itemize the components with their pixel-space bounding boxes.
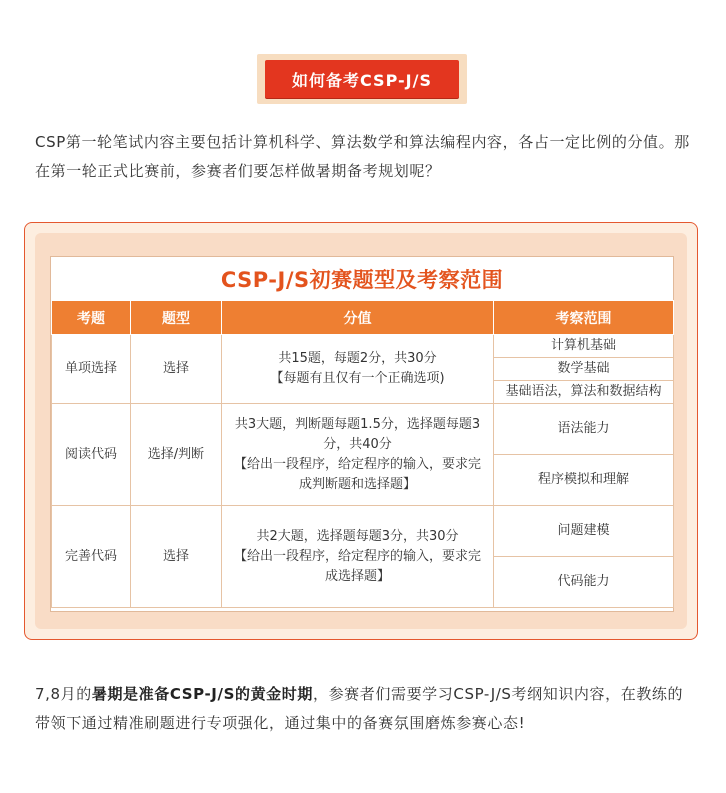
cell-score bbox=[222, 404, 494, 506]
cell-scope: 计算机基础 bbox=[494, 335, 674, 358]
outro-prefix: 7,8月的 bbox=[35, 685, 92, 703]
cell-type: 选择/判断 bbox=[131, 404, 222, 506]
exam-format-card bbox=[24, 222, 698, 640]
score-detail: 共2大题，选择题每题3分，共30分 bbox=[256, 528, 459, 544]
cell-score bbox=[222, 506, 494, 608]
outro-suffix: ，参赛者们需要学习CSP-J/S考纲知识内容，在教练的带领下通过精准刷题进行专项强化，通过集中的备赛氛围磨炼参赛心态! bbox=[35, 685, 684, 732]
table-title: CSP-J/S初赛题型及考察范围 bbox=[220, 267, 504, 292]
score-detail: 共3大题，判断题每题1.5分，选择题每题3分，共40分 bbox=[234, 416, 481, 452]
banner-title: 如何备考CSP-J/S bbox=[265, 60, 459, 98]
score-note: 【给出一段程序，给定程序的输入，要求完成选择题】 bbox=[233, 548, 481, 584]
cell-scope: 数学基础 bbox=[494, 358, 674, 381]
cell-scope: 代码能力 bbox=[494, 557, 674, 608]
table-header-row bbox=[52, 301, 674, 335]
cell-scope: 基础语法，算法和数据结构 bbox=[494, 381, 674, 404]
table-row bbox=[52, 335, 674, 358]
header-scope: 考察范围 bbox=[494, 301, 674, 335]
intro-paragraph: CSP第一轮笔试内容主要包括计算机科学、算法数学和算法编程内容，各占一定比例的分值。那在第一轮正式比赛前，参赛者们要怎样做暑期备考规划呢？ bbox=[35, 133, 690, 180]
cell-type: 选择 bbox=[131, 335, 222, 404]
card-inner-panel bbox=[35, 233, 687, 629]
exam-format-sheet bbox=[50, 256, 674, 612]
score-note: 【每题有且仅有一个正确选项) bbox=[270, 371, 445, 386]
score-note: 【给出一段程序，给定程序的输入，要求完成判断题和选择题】 bbox=[233, 456, 481, 492]
cell-question: 阅读代码 bbox=[52, 404, 131, 506]
outro-highlight: 暑期是准备CSP-J/S的黄金时期 bbox=[91, 685, 313, 703]
outro-paragraph bbox=[35, 680, 693, 738]
header-question: 考题 bbox=[52, 301, 131, 335]
cell-scope: 问题建模 bbox=[494, 506, 674, 557]
header-type: 题型 bbox=[131, 301, 222, 335]
score-detail: 共15题，每题2分，共30分 bbox=[278, 351, 437, 366]
exam-format-table bbox=[51, 300, 674, 608]
cell-type: 选择 bbox=[131, 506, 222, 608]
table-row bbox=[52, 506, 674, 557]
cell-scope: 语法能力 bbox=[494, 404, 674, 455]
cell-question: 完善代码 bbox=[52, 506, 131, 608]
cell-question: 单项选择 bbox=[52, 335, 131, 404]
table-row bbox=[52, 404, 674, 455]
section-banner bbox=[257, 54, 467, 104]
cell-scope: 程序模拟和理解 bbox=[494, 455, 674, 506]
header-score: 分值 bbox=[222, 301, 494, 335]
cell-score bbox=[222, 335, 494, 404]
